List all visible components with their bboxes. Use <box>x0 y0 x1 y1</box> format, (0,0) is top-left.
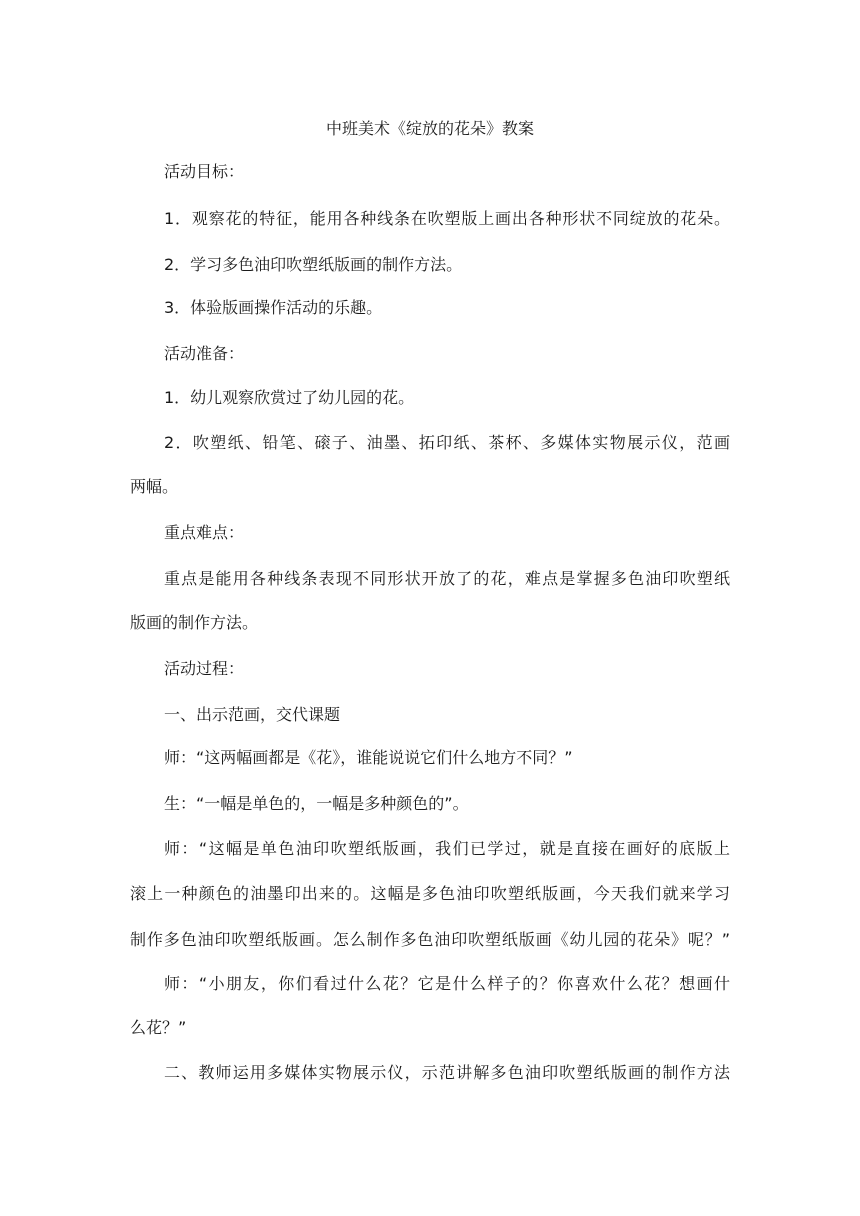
teacher-dialogue-2-line-3: 制作多色油印吹塑纸版画。怎么制作多色油印吹塑纸版画《幼儿园的花朵》呢？” <box>130 930 730 949</box>
teacher-dialogue-2: 师：“这幅是单色油印吹塑纸版画，我们已学过，就是直接在画好的底版上 <box>164 839 730 858</box>
process-step-2-heading: 二、教师运用多媒体实物展示仪，示范讲解多色油印吹塑纸版画的制作方法 <box>164 1063 730 1082</box>
teacher-dialogue-3: 师：“小朋友，你们看过什么花？它是什么样子的？你喜欢什么花？想画什 <box>164 974 730 993</box>
goal-item-3: 3．体验版画操作活动的乐趣。 <box>164 298 383 317</box>
student-dialogue-1: 生：“一幅是单色的，一幅是多种颜色的”。 <box>164 794 469 813</box>
teacher-dialogue-2-line-2: 滚上一种颜色的油墨印出来的。这幅是多色油印吹塑纸版画，今天我们就来学习 <box>130 884 730 903</box>
key-points-text: 重点是能用各种线条表现不同形状开放了的花，难点是掌握多色油印吹塑纸 <box>164 569 730 588</box>
key-points-text-continued: 版画的制作方法。 <box>130 613 259 632</box>
heading-activity-preparation: 活动准备： <box>164 344 245 363</box>
teacher-dialogue-1: 师：“这两幅画都是《花》，谁能说说它们什么地方不同？” <box>164 748 573 767</box>
preparation-item-1: 1．幼儿观察欣赏过了幼儿园的花。 <box>164 388 415 407</box>
heading-activity-goals: 活动目标： <box>164 162 245 181</box>
heading-activity-process: 活动过程： <box>164 659 245 678</box>
heading-key-points: 重点难点： <box>164 523 245 542</box>
goal-item-2: 2．学习多色油印吹塑纸版画的制作方法。 <box>164 255 463 274</box>
preparation-item-2-continued: 两幅。 <box>130 477 179 496</box>
document-title: 中班美术《绽放的花朵》教案 <box>325 119 534 138</box>
teacher-dialogue-3-continued: 么花？” <box>130 1018 187 1037</box>
process-step-1-heading: 一、出示范画，交代课题 <box>164 705 341 724</box>
goal-item-1: 1．观察花的特征，能用各种线条在吹塑版上画出各种形状不同绽放的花朵。 <box>164 209 730 228</box>
preparation-item-2: 2．吹塑纸、铅笔、磙子、油墨、拓印纸、茶杯、多媒体实物展示仪，范画 <box>164 433 730 452</box>
